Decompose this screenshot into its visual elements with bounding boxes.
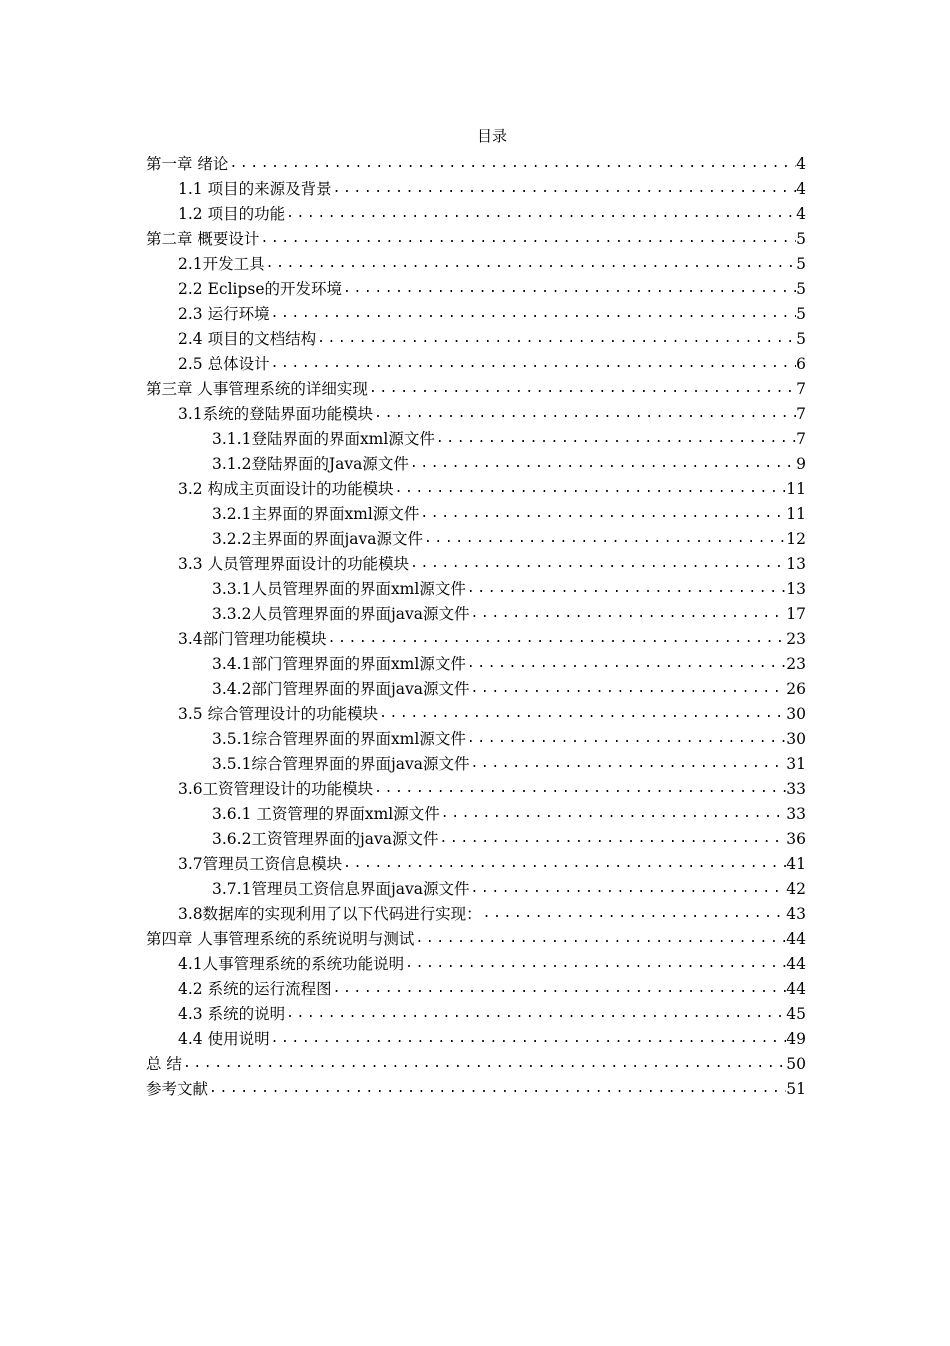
toc-entry-2[interactable] bbox=[146, 174, 806, 199]
toc-entry-3[interactable] bbox=[146, 199, 806, 224]
toc-entry-30[interactable] bbox=[146, 874, 806, 899]
toc-dot-leader bbox=[332, 979, 787, 999]
toc-dot-leader bbox=[373, 779, 786, 799]
toc-entry-text: 第二章 概要设计 bbox=[146, 230, 260, 248]
toc-page-number: 42 bbox=[786, 880, 806, 898]
toc-entry-text: 3.6工资管理设计的功能模块 bbox=[178, 780, 374, 798]
toc-entry-37[interactable] bbox=[146, 1049, 806, 1074]
toc-entry-33[interactable] bbox=[146, 949, 806, 974]
toc-page-number: 44 bbox=[786, 955, 806, 973]
table-of-contents bbox=[146, 149, 806, 1099]
toc-page-number: 51 bbox=[786, 1080, 806, 1098]
toc-page-number: 7 bbox=[796, 380, 806, 398]
toc-dot-leader bbox=[270, 304, 797, 324]
toc-page-number: 9 bbox=[796, 455, 806, 473]
toc-entry-text: 4.2 系统的运行流程图 bbox=[178, 980, 332, 998]
toc-entry-9[interactable] bbox=[146, 349, 806, 374]
toc-entry-text: 4.3 系统的说明 bbox=[178, 1005, 286, 1023]
toc-page-number: 45 bbox=[786, 1005, 806, 1023]
toc-entry-34[interactable] bbox=[146, 974, 806, 999]
toc-page-number: 11 bbox=[786, 480, 806, 498]
toc-entry-35[interactable] bbox=[146, 999, 806, 1024]
toc-entry-13[interactable] bbox=[146, 449, 806, 474]
toc-dot-leader bbox=[285, 1004, 786, 1024]
toc-page-number: 12 bbox=[786, 530, 806, 548]
toc-dot-leader bbox=[368, 379, 796, 399]
toc-entry-text: 3.7.1管理员工资信息界面java源文件 bbox=[212, 880, 470, 898]
toc-page-number: 30 bbox=[786, 730, 806, 748]
toc-entry-24[interactable] bbox=[146, 724, 806, 749]
toc-entry-28[interactable] bbox=[146, 824, 806, 849]
toc-entry-text: 2.2 Eclipse的开发环境 bbox=[178, 280, 343, 298]
toc-page-number: 44 bbox=[786, 980, 806, 998]
toc-page-number: 5 bbox=[796, 230, 806, 248]
toc-dot-leader bbox=[342, 854, 786, 874]
toc-entry-text: 第四章 人事管理系统的系统说明与测试 bbox=[146, 930, 415, 948]
toc-entry-text: 3.3.2人员管理界面的界面java源文件 bbox=[212, 605, 470, 623]
toc-entry-29[interactable] bbox=[146, 849, 806, 874]
toc-page-number: 6 bbox=[796, 355, 806, 373]
toc-dot-leader bbox=[208, 1079, 786, 1099]
toc-dot-leader bbox=[469, 754, 786, 774]
toc-page-number: 26 bbox=[786, 680, 806, 698]
toc-page-number: 4 bbox=[796, 205, 806, 223]
toc-dot-leader bbox=[285, 204, 796, 224]
toc-page-number: 49 bbox=[786, 1030, 806, 1048]
toc-page-number: 41 bbox=[786, 855, 806, 873]
toc-dot-leader bbox=[423, 529, 786, 549]
toc-page-number: 4 bbox=[796, 180, 806, 198]
toc-dot-leader bbox=[342, 279, 796, 299]
toc-page-number: 17 bbox=[786, 605, 806, 623]
toc-entry-text: 4.4 使用说明 bbox=[178, 1030, 270, 1048]
toc-dot-leader bbox=[414, 929, 786, 949]
toc-entry-32[interactable] bbox=[146, 924, 806, 949]
toc-entry-text: 2.3 运行环境 bbox=[178, 305, 270, 323]
toc-entry-text: 3.1系统的登陆界面功能模块 bbox=[178, 405, 374, 423]
toc-entry-text: 第一章 绪论 bbox=[146, 155, 229, 173]
toc-entry-text: 1.1 项目的来源及背景 bbox=[178, 180, 332, 198]
toc-dot-leader bbox=[482, 904, 787, 924]
toc-entry-text: 3.1.2登陆界面的Java源文件 bbox=[212, 455, 409, 473]
toc-page-number: 5 bbox=[796, 280, 806, 298]
toc-entry-text: 3.8数据库的实现利用了以下代码进行实现： bbox=[178, 905, 482, 923]
toc-entry-21[interactable] bbox=[146, 649, 806, 674]
toc-dot-leader bbox=[316, 329, 796, 349]
toc-page-number: 36 bbox=[786, 830, 806, 848]
toc-page-number: 33 bbox=[786, 805, 806, 823]
toc-entry-18[interactable] bbox=[146, 574, 806, 599]
toc-entry-5[interactable] bbox=[146, 249, 806, 274]
toc-page-number: 50 bbox=[786, 1055, 806, 1073]
toc-dot-leader bbox=[228, 154, 796, 174]
toc-page-number: 4 bbox=[796, 155, 806, 173]
toc-page-number: 5 bbox=[796, 255, 806, 273]
toc-entry-text: 第三章 人事管理系统的详细实现 bbox=[146, 380, 368, 398]
toc-dot-leader bbox=[332, 179, 797, 199]
toc-entry-text: 3.6.1 工资管理的界面xml源文件 bbox=[212, 805, 440, 823]
toc-entry-text: 3.3.1人员管理界面的界面xml源文件 bbox=[212, 580, 466, 598]
toc-entry-11[interactable] bbox=[146, 399, 806, 424]
toc-dot-leader bbox=[419, 504, 786, 524]
toc-entry-15[interactable] bbox=[146, 499, 806, 524]
toc-entry-19[interactable] bbox=[146, 599, 806, 624]
toc-entry-17[interactable] bbox=[146, 549, 806, 574]
toc-dot-leader bbox=[265, 254, 796, 274]
toc-entry-7[interactable] bbox=[146, 299, 806, 324]
toc-entry-26[interactable] bbox=[146, 774, 806, 799]
toc-entry-text: 3.4部门管理功能模块 bbox=[178, 630, 327, 648]
toc-entry-text: 1.2 项目的功能 bbox=[178, 205, 286, 223]
toc-entry-text: 3.7管理员工资信息模块 bbox=[178, 855, 343, 873]
toc-entry-text: 3.5.1综合管理界面的界面java源文件 bbox=[212, 755, 470, 773]
toc-dot-leader bbox=[270, 354, 797, 374]
toc-entry-25[interactable] bbox=[146, 749, 806, 774]
toc-dot-leader bbox=[404, 954, 786, 974]
toc-entry-text: 3.1.1登陆界面的界面xml源文件 bbox=[212, 430, 435, 448]
toc-page-number: 5 bbox=[796, 305, 806, 323]
toc-entry-23[interactable] bbox=[146, 699, 806, 724]
toc-page-number: 23 bbox=[786, 630, 806, 648]
toc-dot-leader bbox=[373, 404, 796, 424]
toc-entry-text: 2.4 项目的文档结构 bbox=[178, 330, 317, 348]
toc-entry-12[interactable] bbox=[146, 424, 806, 449]
toc-dot-leader bbox=[435, 429, 796, 449]
toc-entry-text: 3.5.1综合管理界面的界面xml源文件 bbox=[212, 730, 466, 748]
toc-page-number: 31 bbox=[786, 755, 806, 773]
toc-page-number: 43 bbox=[786, 905, 806, 923]
toc-dot-leader bbox=[409, 554, 786, 574]
toc-dot-leader bbox=[469, 679, 786, 699]
toc-page-number: 7 bbox=[796, 405, 806, 423]
toc-page-number: 11 bbox=[786, 505, 806, 523]
toc-page-number: 13 bbox=[786, 555, 806, 573]
toc-entry-text: 3.2.1主界面的界面xml源文件 bbox=[212, 505, 420, 523]
toc-dot-leader bbox=[270, 1029, 787, 1049]
toc-entry-38[interactable] bbox=[146, 1074, 806, 1099]
toc-dot-leader bbox=[438, 829, 786, 849]
toc-dot-leader bbox=[469, 604, 786, 624]
toc-entry-8[interactable] bbox=[146, 324, 806, 349]
toc-dot-leader bbox=[440, 804, 787, 824]
toc-entry-text: 3.4.1部门管理界面的界面xml源文件 bbox=[212, 655, 466, 673]
toc-entry-text: 参考文献 bbox=[146, 1080, 209, 1098]
toc-dot-leader bbox=[409, 454, 796, 474]
toc-entry-22[interactable] bbox=[146, 674, 806, 699]
toc-dot-leader bbox=[327, 629, 787, 649]
toc-entry-text: 3.4.2部门管理界面的界面java源文件 bbox=[212, 680, 470, 698]
toc-title: 目录 bbox=[476, 127, 507, 145]
toc-page-number: 13 bbox=[786, 580, 806, 598]
toc-entry-text: 2.1开发工具 bbox=[178, 255, 265, 273]
toc-entry-10[interactable] bbox=[146, 374, 806, 399]
toc-entry-14[interactable] bbox=[146, 474, 806, 499]
toc-entry-text: 3.5 综合管理设计的功能模块 bbox=[178, 705, 379, 723]
toc-entry-4[interactable] bbox=[146, 224, 806, 249]
toc-page-number: 44 bbox=[786, 930, 806, 948]
toc-entry-31[interactable] bbox=[146, 899, 806, 924]
toc-entry-text: 4.1人事管理系统的系统功能说明 bbox=[178, 955, 405, 973]
toc-dot-leader bbox=[469, 879, 786, 899]
toc-dot-leader bbox=[466, 654, 786, 674]
toc-entry-text: 2.5 总体设计 bbox=[178, 355, 270, 373]
toc-entry-text: 3.2.2主界面的界面java源文件 bbox=[212, 530, 423, 548]
toc-entry-text: 3.6.2工资管理界面的java源文件 bbox=[212, 830, 439, 848]
toc-page-number: 33 bbox=[786, 780, 806, 798]
toc-entry-20[interactable] bbox=[146, 624, 806, 649]
toc-page-number: 30 bbox=[786, 705, 806, 723]
toc-entry-text: 3.2 构成主页面设计的功能模块 bbox=[178, 480, 394, 498]
toc-dot-leader bbox=[466, 729, 786, 749]
toc-entry-text: 总 结 bbox=[146, 1055, 182, 1073]
toc-dot-leader bbox=[466, 579, 786, 599]
toc-page-number: 23 bbox=[786, 655, 806, 673]
toc-entry-1[interactable] bbox=[146, 149, 806, 174]
toc-dot-leader bbox=[259, 229, 796, 249]
toc-entry-text: 3.3 人员管理界面设计的功能模块 bbox=[178, 555, 410, 573]
toc-entry-27[interactable] bbox=[146, 799, 806, 824]
toc-entry-36[interactable] bbox=[146, 1024, 806, 1049]
toc-entry-16[interactable] bbox=[146, 524, 806, 549]
toc-dot-leader bbox=[182, 1054, 786, 1074]
toc-page-number: 5 bbox=[796, 330, 806, 348]
toc-dot-leader bbox=[378, 704, 786, 724]
toc-dot-leader bbox=[394, 479, 787, 499]
toc-page-number: 7 bbox=[796, 430, 806, 448]
toc-entry-6[interactable] bbox=[146, 274, 806, 299]
